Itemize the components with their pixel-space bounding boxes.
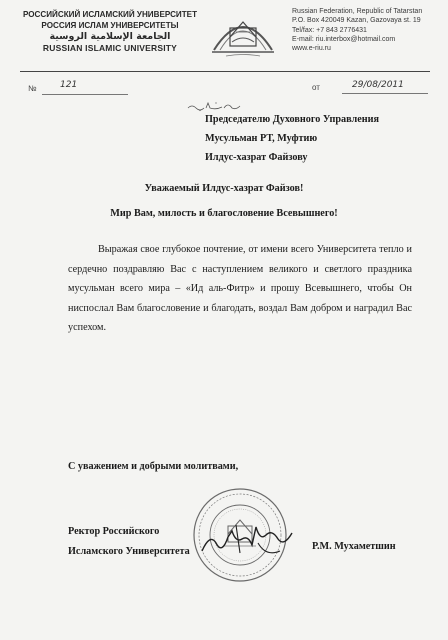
contact-email: E-mail: riu.interbox@hotmail.com: [292, 35, 396, 43]
university-name-ar: الجامعة الإسلامية الروسية: [49, 31, 171, 42]
contact-website: www.e-riu.ru: [292, 45, 331, 53]
signatory-title-line-2: Исламского Университета: [68, 546, 190, 557]
signatory-title: [68, 522, 190, 562]
blessing: Мир Вам, милость и благословение Всевышнего!: [110, 208, 338, 219]
letterhead-divider: [20, 71, 430, 72]
closing-line: С уважением и добрыми молитвами,: [68, 461, 239, 472]
university-name-en: RUSSIAN ISLAMIC UNIVERSITY: [42, 43, 178, 53]
contact-address: P.O. Box 420049 Kazan, Gazovaya st. 19: [292, 17, 421, 25]
addressee-block: [205, 110, 379, 167]
reference-prefix: №: [28, 84, 37, 93]
reference-value: 121: [60, 80, 78, 90]
date-line: [342, 93, 428, 94]
reference-number: [28, 80, 78, 93]
letterhead-contacts: [292, 7, 442, 53]
letter-date: [312, 80, 404, 92]
body-paragraph: Выражая свое глубокое почтение, от имени всего Университета тепло и сердечно поздравляю Вас с наступлением великого и светлого праздника мусульман всего мира – «Ид аль-Фитр» и прошу Всевышнего, чтобы Он ниспослал Вам благословение и благодать, воздал Вам добром и наградил Вас успехом.: [68, 244, 412, 333]
salutation: Уважаемый Илдус-хазрат Файзов!: [144, 183, 304, 194]
date-prefix: от: [312, 83, 320, 92]
addressee-line-1: Председателю Духовного Управления: [205, 114, 379, 125]
signatory-title-line-1: Ректор Российского: [68, 526, 160, 537]
university-name-tt: РОССИЯ ИСЛАМ УНИВЕРСИТЕТЫ: [41, 21, 179, 30]
university-name-ru: РОССИЙСКИЙ ИСЛАМСКИЙ УНИВЕРСИТЕТ: [22, 10, 198, 19]
date-value: 29/08/2011: [352, 80, 404, 90]
signatory-name: Р.М. Мухаметшин: [312, 541, 396, 552]
letterhead-left: [20, 9, 200, 54]
addressee-line-2: Мусульман РТ, Муфтию: [205, 133, 318, 144]
contact-phone: Tel/fax: +7 843 2776431: [292, 26, 367, 34]
university-logo: [206, 8, 280, 58]
contact-country: Russian Federation, Republic of Tatarstan: [292, 8, 423, 15]
addressee-line-3: Илдус-хазрат Файзову: [205, 152, 308, 163]
handwritten-signature: [196, 513, 296, 563]
letter-body: [68, 240, 412, 338]
reference-line: [42, 94, 128, 95]
